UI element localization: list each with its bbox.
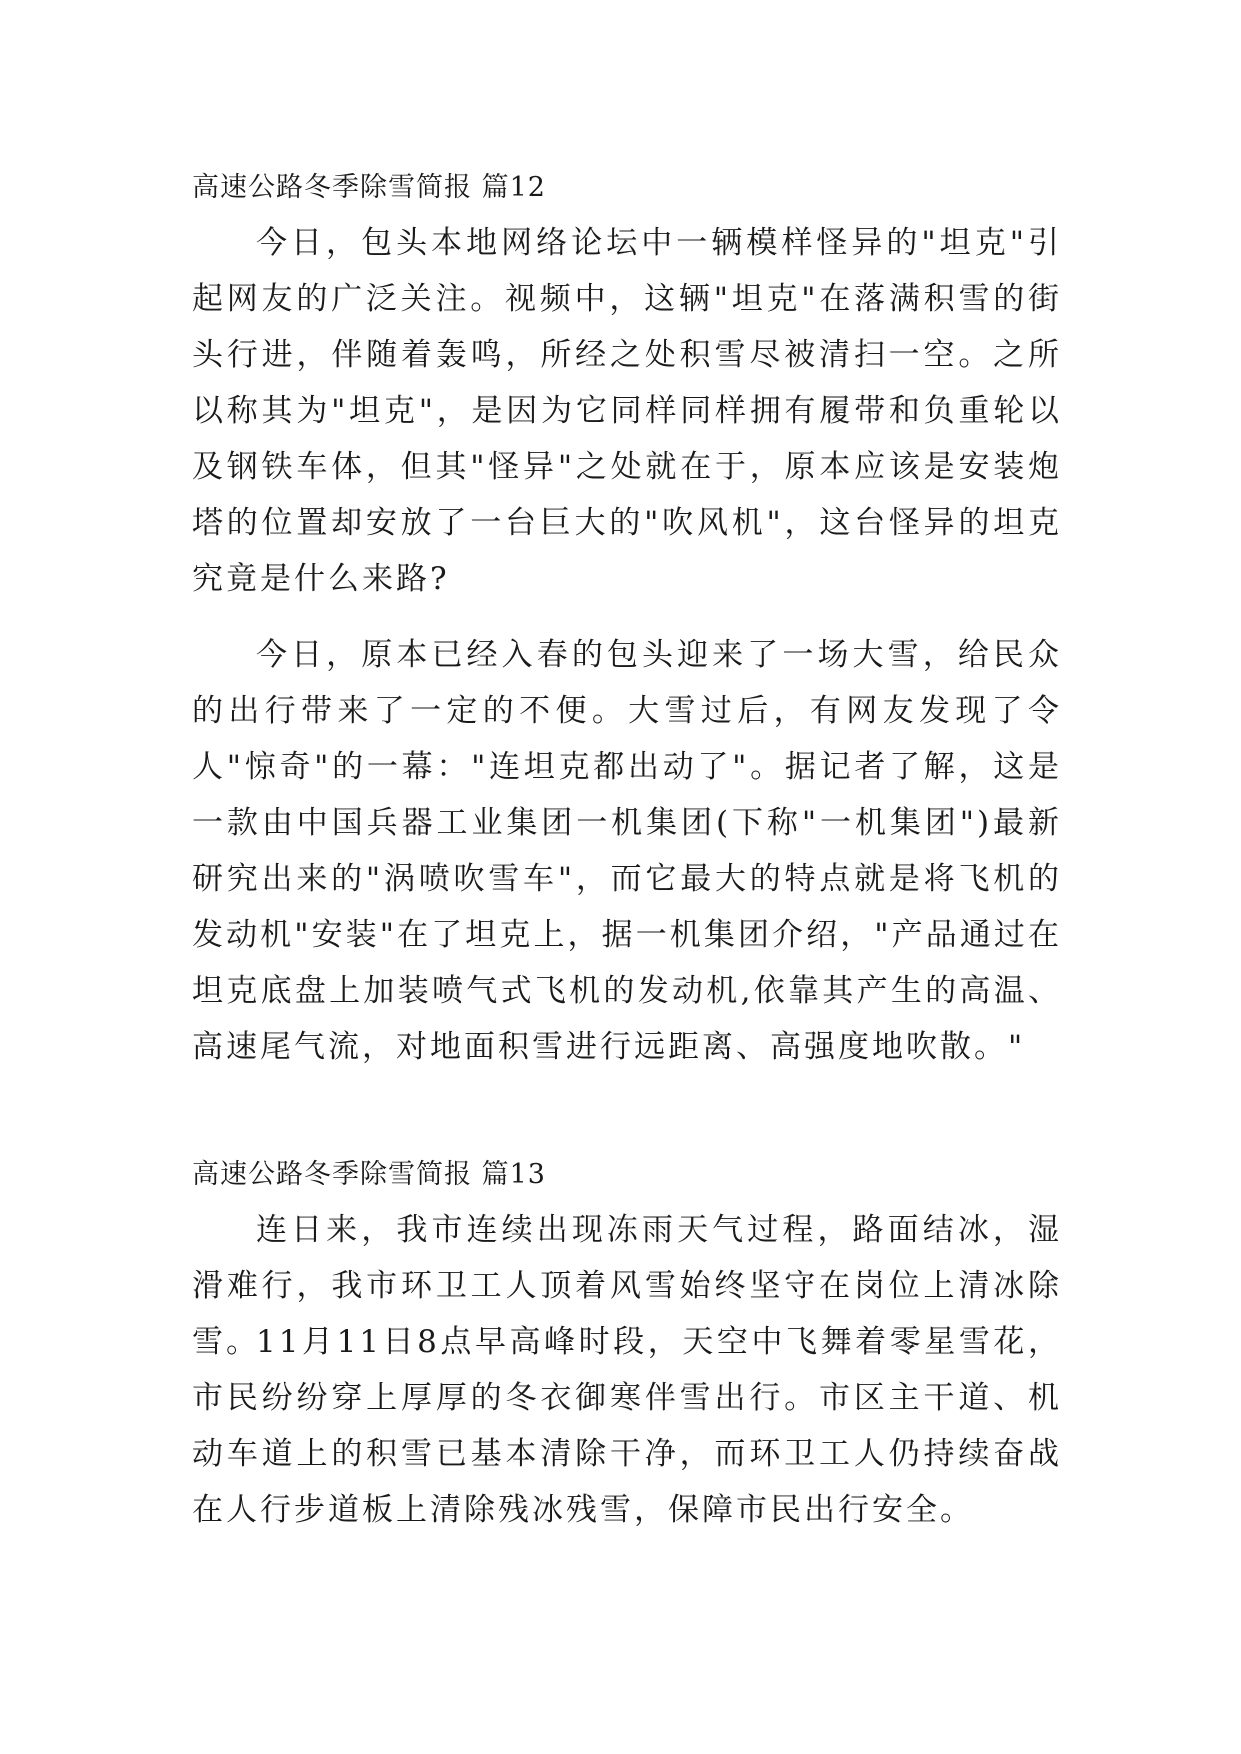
section-heading: 高速公路冬季除雪简报 篇12 — [192, 172, 546, 203]
paragraph: 今日，原本已经入春的包头迎来了一场大雪，给民众的出行带来了一定的不便。大雪过后，有网友发现了令人"惊奇"的一幕："连坦克都出动了"。据记者了解，这是一款由中国兵器工业集团一机集团(下称"一机集团")最新研究出来的"涡喷吹雪车"，而它最大的特点就是将飞机的发动机"安装"在了坦克上，据一机集团介绍，"产品通过在坦克底盘上加装喷气式飞机的发动机,依靠其产生的高温、高速尾气流，对地面积雪进行远距离、高强度地吹散。" — [192, 637, 1062, 1065]
section-heading: 高速公路冬季除雪简报 篇13 — [192, 1159, 546, 1190]
paragraph: 今日，包头本地网络论坛中一辆模样怪异的"坦克"引起网友的广泛关注。视频中，这辆"坦克"在落满积雪的街头行进，伴随着轰鸣，所经之处积雪尽被清扫一空。之所以称其为"坦克"，是因为它同样同样拥有履带和负重轮以及钢铁车体，但其"怪异"之处就在于，原本应该是安装炮塔的位置却安放了一台巨大的"吹风机"，这台怪异的坦克究竟是什么来路? — [192, 225, 1062, 597]
paragraph: 连日来，我市连续出现冻雨天气过程，路面结冰，湿滑难行，我市环卫工人顶着风雪始终坚守在岗位上清冰除雪。 — [192, 1212, 1062, 1360]
paragraph: 11月11日8点早高峰时段，天空中飞舞着零星雪花，市民纷纷穿上厚厚的冬衣御寒伴雪出行。市区主干道、机动车道上的积雪已基本清除干净，而环卫工人仍持续奋战在人行步道板上清除残冰残雪，保障市民出行安全。 — [192, 1324, 1062, 1528]
